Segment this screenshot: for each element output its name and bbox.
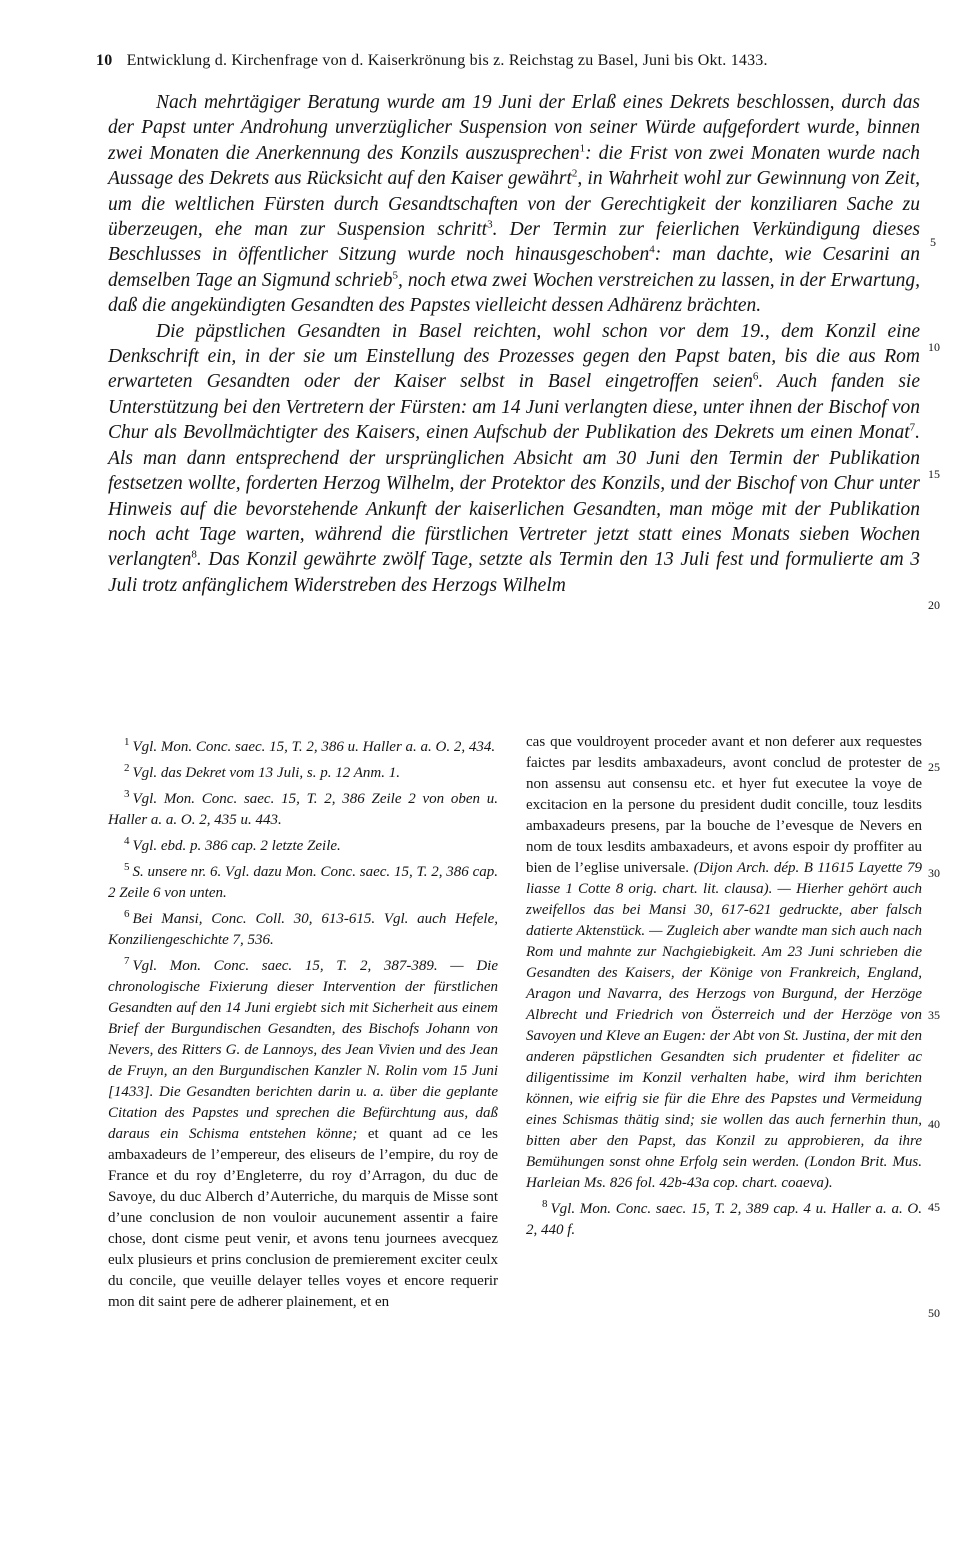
footnotes-right-column bbox=[526, 732, 922, 1241]
footnote-6 bbox=[108, 904, 498, 951]
footnote-1 bbox=[108, 732, 498, 758]
footnote-ref: 5 bbox=[392, 269, 398, 282]
footnote-number: 1 bbox=[124, 736, 130, 748]
line-number: 40 bbox=[928, 1117, 940, 1131]
footnote-number: 2 bbox=[124, 762, 130, 774]
footnote-text: Vgl. ebd. p. 386 cap. 2 letzte Zeile. bbox=[132, 838, 341, 854]
running-header bbox=[96, 52, 886, 70]
text-segment: . Als man dann entsprechend der ursprünglichen Absicht am 30 Juni den Termin der Publikation festsetzen wollte, forderten Herzog Wilhelm, der Protektor des Konzils, und der Bischof von Chur unter Hinweis auf die bevorstehende Ankunft der kaiserlichen Gesandten, man möge mit der Publikation noch acht Tage warten, während die fürstlichen Vertreter jetzt statt eines Monats sieben Wochen verlangten bbox=[108, 422, 920, 571]
line-number: 35 bbox=[928, 1008, 940, 1022]
footnote-ref: 4 bbox=[649, 243, 655, 256]
footnote-ref: 1 bbox=[579, 142, 586, 155]
footnote-7-continued bbox=[526, 732, 922, 1194]
footnote-text: Vgl. das Dekret vom 13 Juli, s. p. 12 Anm. 1. bbox=[132, 765, 400, 781]
footnote-8 bbox=[526, 1194, 922, 1241]
footnote-ref: 6 bbox=[752, 370, 759, 383]
footnote-text: Bei Mansi, Conc. Coll. 30, 613-615. Vgl. auch Hefele, Konziliengeschichte 7, 536. bbox=[108, 911, 498, 948]
footnote-number: 4 bbox=[124, 835, 130, 847]
footnote-number: 8 bbox=[542, 1198, 548, 1210]
line-number: 45 bbox=[928, 1200, 940, 1214]
line-number: 20 bbox=[928, 598, 940, 612]
footnote-text: Vgl. Mon. Conc. saec. 15, T. 2, 389 cap. 4 u. Haller a. a. O. 2, 440 f. bbox=[526, 1201, 922, 1238]
footnote-ref: 7 bbox=[909, 421, 916, 434]
footnote-3 bbox=[108, 784, 498, 831]
footnote-number: 7 bbox=[124, 955, 130, 967]
footnote-7-german-continued: — Hierher gehört auch zweifellos das bei Mansi 30, 617-621 gedruckte, aber falsch datierte Aktenstück. — Zugleich aber wandte man sich auch nach Rom und mahnte zur Nachgiebigkeit. Am 23 Juni schrieben die Gesandten des Kaisers, der Könige von Frankreich, England, Aragon und Navarra, des Herzogs von Burgund, der Herzöge Albrecht und Friedrich von Österreich und der Herzöge von Savoyen und Kleve an Eugen: der Abt von St. Justina, der mit den anderen päpstlichen Gesandten sich prudenter et fideliter ac diligentissime im Konzil verhalten habe, wird ihm berichten können, wie eifrig sie für die Ehre des Papstes und Vermeidung eines Schismas thätig sind; sie wollen das auch fernerhin thun, bitten aber den Papst, das Konzil zu approbieren, da ihre Bemühungen sonst ohne Erfolg sein werden. (London Brit. Mus. Harleian Ms. 826 fol. 42b-43a cop. chart. coaeva). bbox=[526, 881, 922, 1191]
paragraph-1 bbox=[108, 90, 920, 319]
line-number: 5 bbox=[930, 235, 936, 249]
footnote-ref: 3 bbox=[487, 218, 493, 231]
archive-source: (Dijon Arch. dép. B 11615 Layette 79 liasse 1 Cotte 8 orig. chart. lit. clausa). bbox=[526, 860, 922, 897]
text-segment: . Das Konzil gewährte zwölf Tage, setzte als Termin den 13 Juli fest und formulierte am 3 Juli trotz anfänglichem Widerstreben des Herzogs Wilhelm bbox=[108, 549, 920, 596]
footnote-7 bbox=[108, 951, 498, 1313]
footnote-text: Vgl. Mon. Conc. saec. 15, T. 2, 387-389. — Die chronologische Fixierung dieser Intervention der fürstlichen Gesandten auf den 14 Juni ergiebt sich mit Sicherheit aus einem Brief der Burgundischen Gesandten, des Bischofs Johann von Nevers, des Ritters G. de Lannoys, des Jean Vivien und des Jean de Fruyn, an den Burgundischen Kanzler N. Rolin vom 15 Juni [1433]. Die Gesandten berichten darin u. a. über die geplante Citation des Papstes und sprechen die Befürchtung aus, daß daraus ein Schisma entstehen könne; bbox=[108, 958, 498, 1142]
line-number: 50 bbox=[928, 1306, 940, 1320]
text-segment: Die päpstlichen Gesandten in Basel reichten, wohl schon vor dem 19., dem Konzil eine Denkschrift ein, in der sie um Einstellung des Prozesses gegen den Papst baten, bis die aus Rom erwarteten Gesandten oder der Kaiser selbst in Basel eingetroffen seien bbox=[108, 320, 920, 393]
footnote-ref: 2 bbox=[571, 167, 578, 180]
text-segment: : man dachte, wie Cesarini an demselben Tage an Sigmund schrieb bbox=[108, 244, 920, 291]
french-quotation-continued: cas que vouldroyent proceder avant et non deferer aux requestes faictes par lesdits ambaxadeurs, avont conclud de protester de non assensu aut consensu etc. et hyer fut executee la voye de excitacion en la persone du president dudit concille, touz lesdits ambaxadeurs presens, par la bouche de l’evesque de Nevers en nom de toux lesdits ambaxadeurs, et avons espoir dy proffiter au bien de l’eglise universale. bbox=[526, 734, 922, 876]
text-segment: . Auch fanden sie Unterstützung bei den Vertretern der Fürsten: am 14 Juni verlangten diese, unter ihnen der Bischof von Chur als Bevollmächtigter des Kaisers, einen Aufschub der Publikation des Dekrets um einen Monat bbox=[108, 371, 920, 444]
text-segment: , in Wahrheit wohl zur Gewinnung von Zeit, um die weltlichen Fürsten durch Gesandtschaften von der Gerechtigkeit der konziliaren Sache zu überzeugen, ehe man zur Suspension schritt bbox=[108, 168, 921, 241]
text-segment: , noch etwa zwei Wochen verstreichen zu lassen, in der Erwartung, daß die angekündigten Gesandten des Papstes vielleicht dessen Adhärenz brächten. bbox=[108, 269, 920, 317]
text-segment: . Der Termin zur feierlichen Verkündigung dieses Beschlusses in öffentlicher Sitzung wurde noch hinausgeschoben bbox=[108, 219, 920, 266]
line-number: 15 bbox=[928, 467, 940, 481]
footnote-text: Vgl. Mon. Conc. saec. 15, T. 2, 386 u. Haller a. a. O. 2, 434. bbox=[132, 739, 496, 755]
text-segment: : die Frist von zwei Monaten wurde nach Aussage des Dekrets aus Rücksicht auf den Kaiser gewährt bbox=[108, 142, 920, 190]
footnote-text: S. unsere nr. 6. Vgl. dazu Mon. Conc. saec. 15, T. 2, 386 cap. 2 Zeile 6 von unten. bbox=[108, 864, 498, 901]
line-number: 25 bbox=[928, 760, 940, 774]
footnote-ref: 8 bbox=[191, 548, 197, 561]
footnote-2 bbox=[108, 758, 498, 784]
footnote-4 bbox=[108, 831, 498, 857]
footnote-5 bbox=[108, 857, 498, 904]
main-text bbox=[108, 90, 920, 598]
text-segment: Nach mehrtägiger Beratung wurde am 19 Juni der Erlaß eines Dekrets beschlossen, durch das der Papst unter Androhung unverzüglicher Suspension von seiner Würde aufgefordert wurde, binnen zwei Monaten die Anerkennung des Konzils auszusprechen bbox=[108, 92, 920, 164]
paragraph-2 bbox=[108, 319, 920, 598]
footnote-number: 5 bbox=[124, 861, 130, 873]
footnotes-left-column bbox=[108, 732, 498, 1313]
footnote-number: 6 bbox=[124, 908, 130, 920]
line-number: 10 bbox=[928, 340, 940, 354]
footnote-number: 3 bbox=[124, 788, 130, 800]
page-number: 10 bbox=[96, 52, 113, 69]
footnote-text: Vgl. Mon. Conc. saec. 15, T. 2, 386 Zeile 2 von oben u. Haller a. a. O. 2, 435 u. 443. bbox=[108, 791, 498, 828]
line-number: 30 bbox=[928, 866, 940, 880]
french-quotation: et quant ad ce les ambaxadeurs de l’empereur, des eliseurs de l’empire, du roy de France et du roy d’Engleterre, du roy d’Arragon, du duc de Savoye, du duc Alberch d’Auterriche, du marquis de Misse sont d’une conclusion de non vouloir aucunement assentir a faire chose, dont cisme peut venir, et avons tenu journees avecquez eulx plusieurs et prins conclusion de premierement exciter ceulx du concile, que veuille delayer telles voyes et encore requerir mon dit saint pere de adherer plainement, et en bbox=[108, 1126, 499, 1310]
running-title: Entwicklung d. Kirchenfrage von d. Kaiserkrönung bis z. Reichstag zu Basel, Juni bis Okt. 1433. bbox=[126, 52, 768, 69]
